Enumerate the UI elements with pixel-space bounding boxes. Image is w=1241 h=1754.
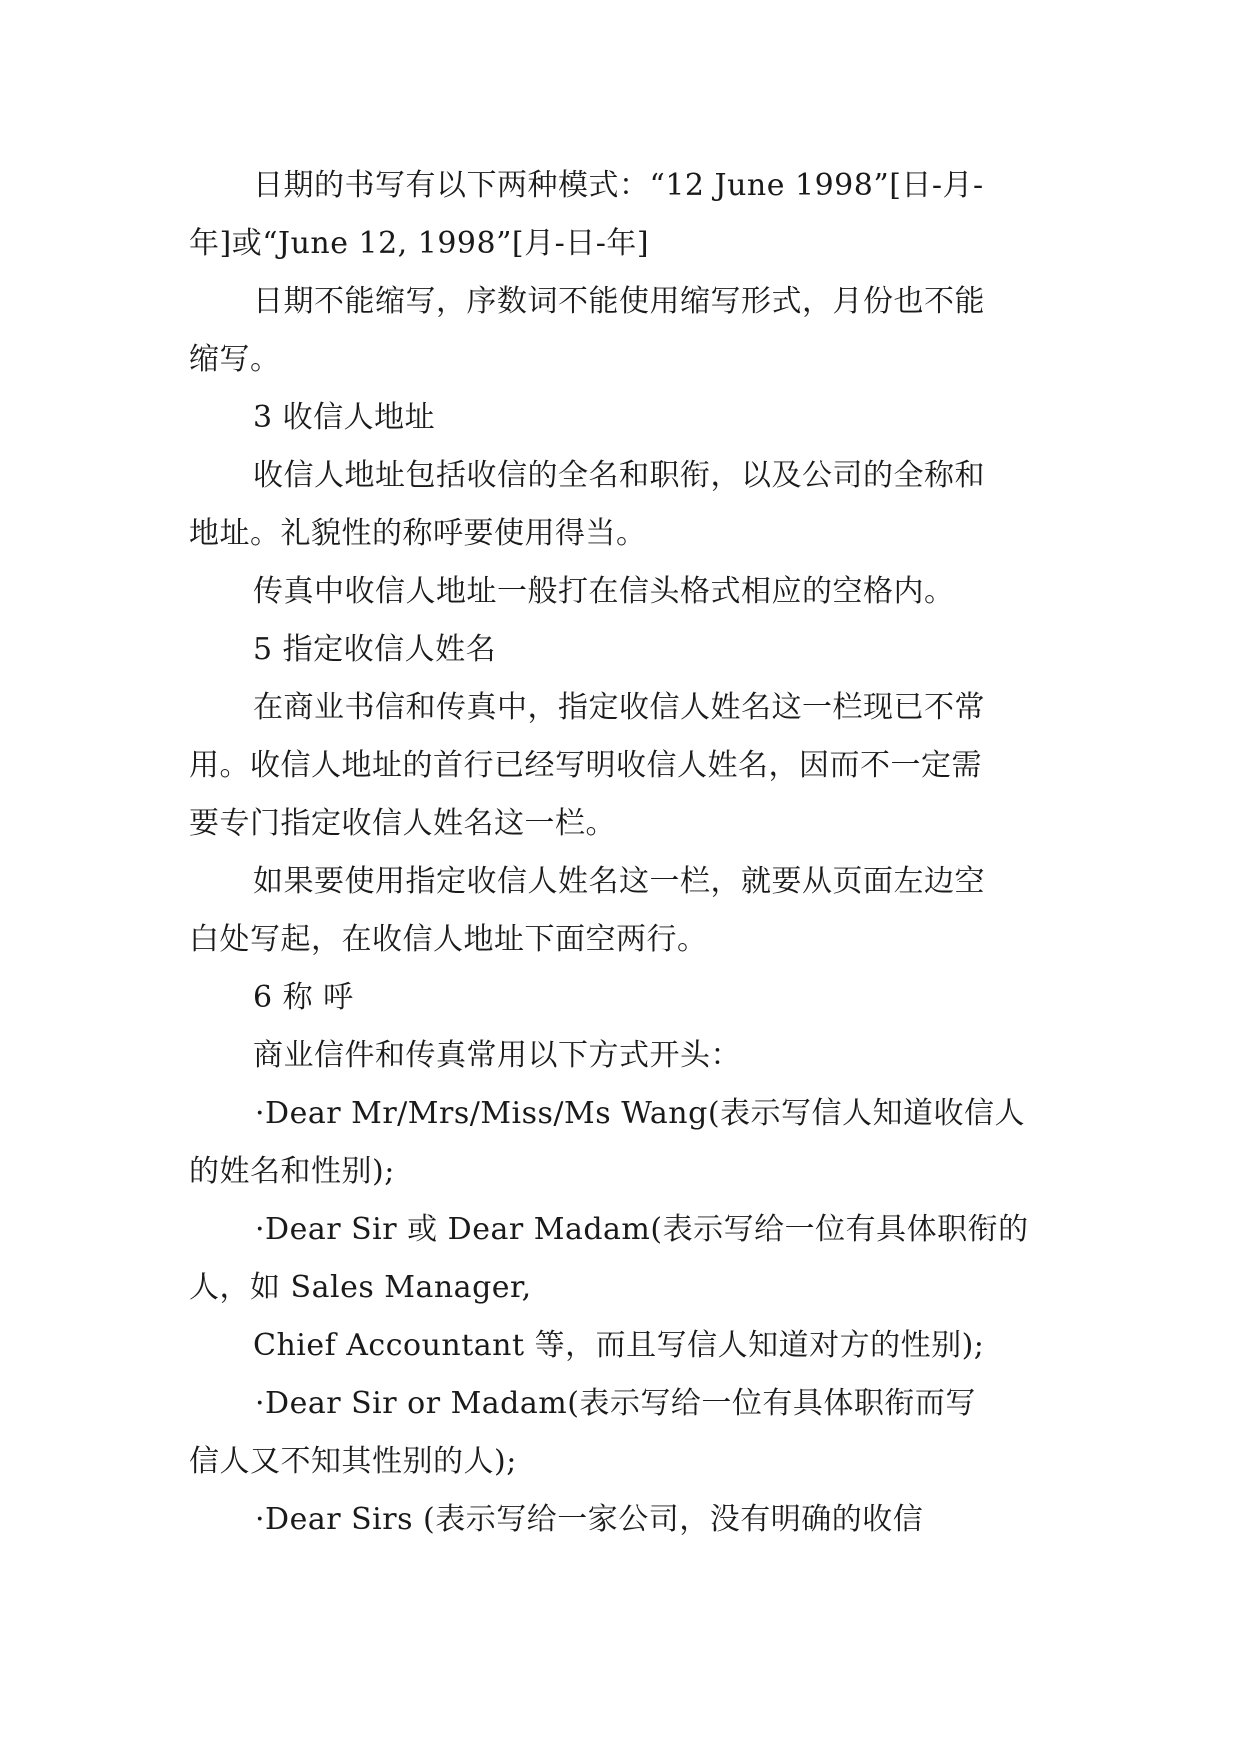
paragraph-line: 如果要使用指定收信人姓名这一栏，就要从页面左边空 [253, 864, 985, 899]
document-body [189, 157, 1049, 1549]
section-heading: 5 指定收信人姓名 [253, 632, 497, 667]
bullet-line: ·Dear Sirs (表示写给一家公司，没有明确的收信 [255, 1502, 924, 1537]
paragraph-line: 传真中收信人地址一般打在信头格式相应的空格内。 [253, 574, 955, 609]
paragraph-line: 缩写。 [189, 342, 281, 377]
paragraph-line: 要专门指定收信人姓名这一栏。 [189, 806, 616, 841]
paragraph-line: 信人又不知其性别的人); [189, 1444, 517, 1479]
paragraph-line: 的姓名和性别); [189, 1154, 395, 1189]
bullet-line: ·Dear Sir 或 Dear Madam(表示写给一位有具体职衔的 [255, 1212, 1029, 1247]
section-heading: 3 收信人地址 [253, 400, 436, 435]
paragraph-line: 商业信件和传真常用以下方式开头： [253, 1038, 741, 1073]
paragraph-line: 年]或“June 12, 1998”[月-日-年] [189, 226, 650, 261]
paragraph-line: 日期不能缩写，序数词不能使用缩写形式，月份也不能 [253, 284, 985, 319]
paragraph-line: Chief Accountant 等，而且写信人知道对方的性别); [253, 1328, 985, 1363]
paragraph-line: 在商业书信和传真中，指定收信人姓名这一栏现已不常 [253, 690, 985, 725]
paragraph-line: 白处写起，在收信人地址下面空两行。 [189, 922, 708, 957]
bullet-line: ·Dear Mr/Mrs/Miss/Ms Wang(表示写信人知道收信人 [255, 1096, 1026, 1131]
paragraph-line: 人，如 Sales Manager, [189, 1270, 532, 1305]
section-heading: 6 称 呼 [253, 980, 354, 1015]
paragraph-line: 用。收信人地址的首行已经写明收信人姓名，因而不一定需 [189, 748, 982, 783]
paragraph-line: 收信人地址包括收信的全名和职衔，以及公司的全称和 [253, 458, 985, 493]
paragraph-line: 地址。礼貌性的称呼要使用得当。 [189, 516, 647, 551]
bullet-line: ·Dear Sir or Madam(表示写给一位有具体职衔而写 [255, 1386, 976, 1421]
paragraph-line: 日期的书写有以下两种模式：“12 June 1998”[日-月- [253, 168, 984, 203]
